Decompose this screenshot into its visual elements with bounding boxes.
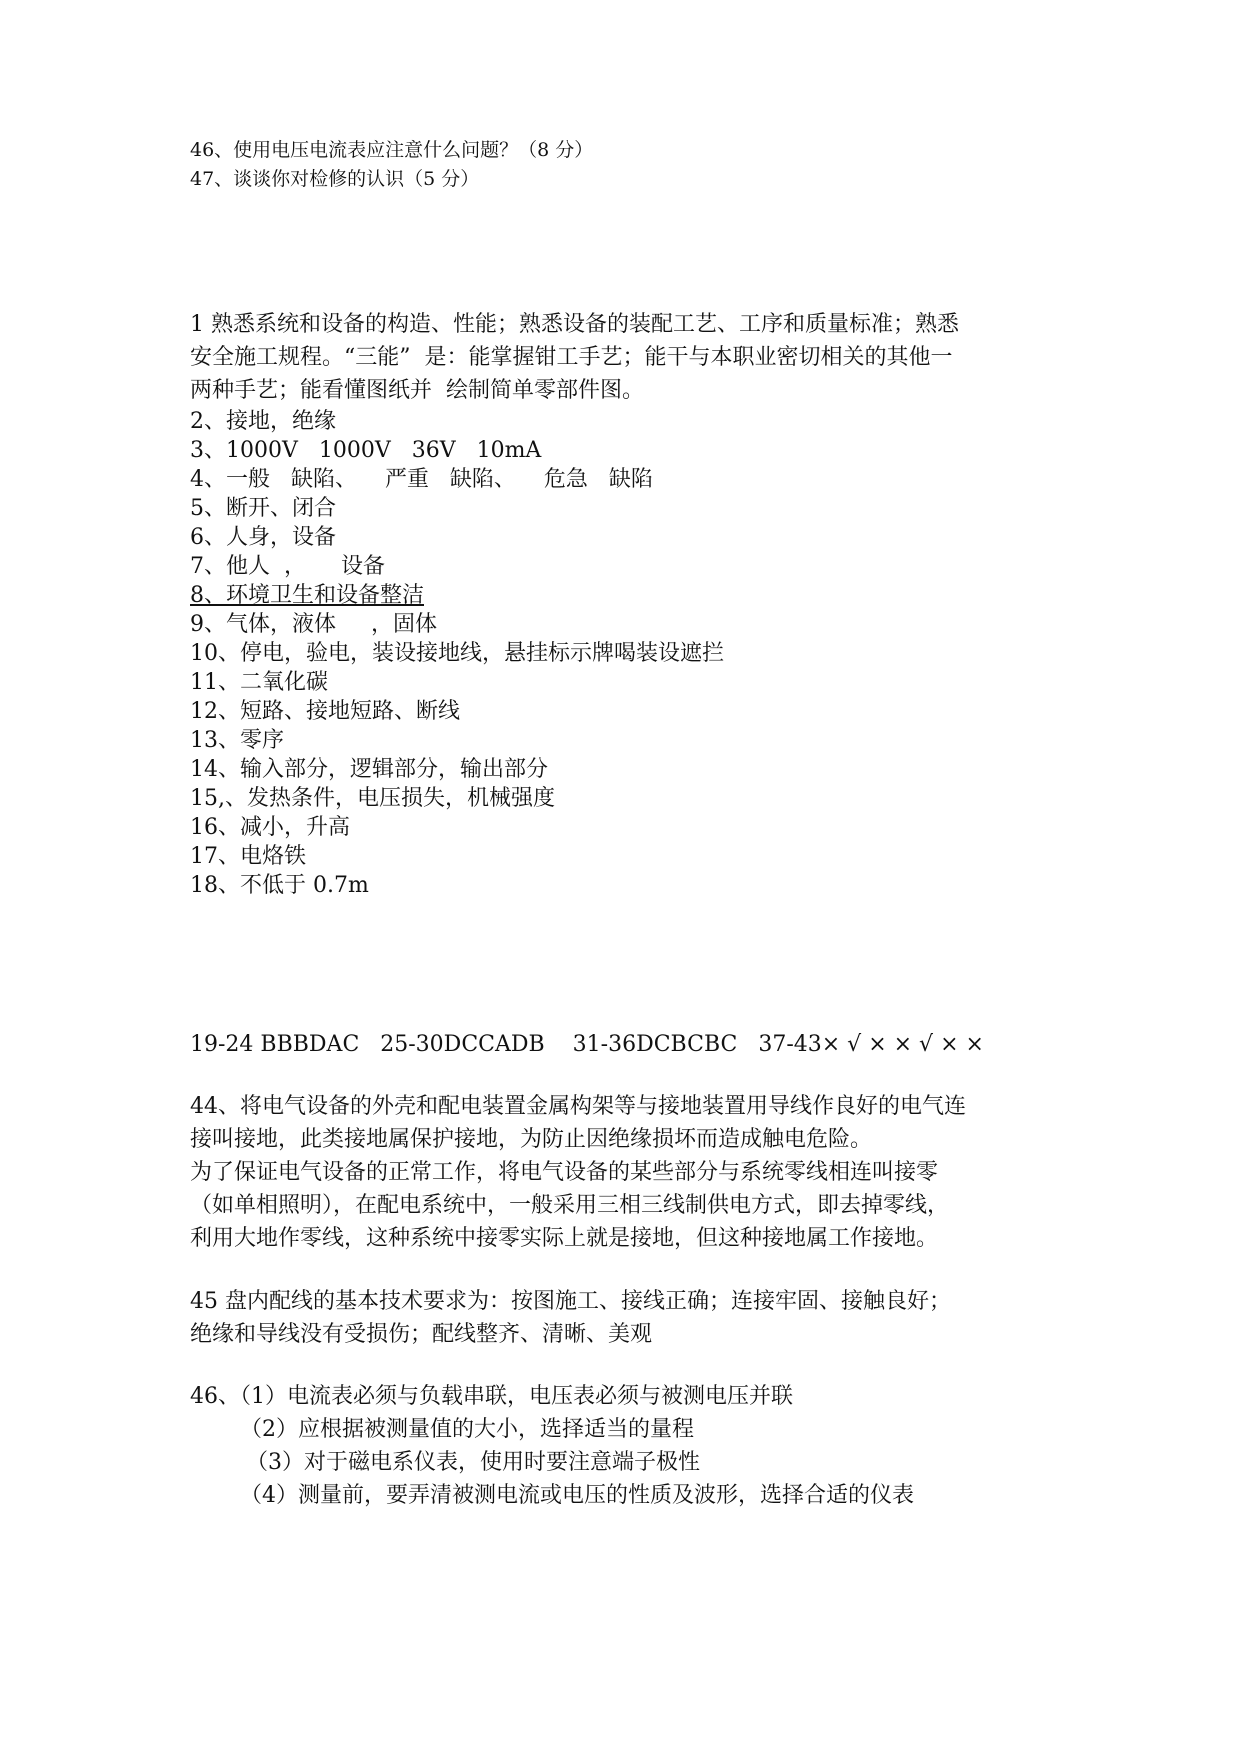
question-46: 46、使用电压电流表应注意什么问题？（8 分） [190, 139, 594, 161]
answer-item: 13、零序 [190, 728, 284, 753]
answer-46-line: 46、（1）电流表必须与负载串联，电压表必须与被测电压并联 [190, 1384, 793, 1409]
answer-item: 10、停电，验电，装设接地线，悬挂标示牌喝装设遮拦 [190, 641, 724, 666]
answer-item: 14、输入部分，逻辑部分，输出部分 [190, 757, 548, 782]
answer-item: 16、减小，升高 [190, 815, 350, 840]
answer-item: 6、人身，设备 [190, 525, 336, 550]
choice-answers-line: 19-24 BBBDAC 25-30DCCADB 31-36DCBCBC 37-43× √ × × √ × × [190, 1032, 984, 1057]
answer-item: 2、接地，绝缘 [190, 409, 336, 434]
answer-item: 17、电烙铁 [190, 844, 306, 869]
answer-44 [190, 1090, 1070, 1255]
answer-item: 9、气体，液体 ，固体 [190, 612, 437, 637]
answer-46-line: （4）测量前，要弄清被测电流或电压的性质及波形，选择合适的仪表 [240, 1483, 914, 1508]
answer-item: 15,、发热条件，电压损失，机械强度 [190, 786, 555, 811]
answer-46-line: （2）应根据被测量值的大小，选择适当的量程 [240, 1417, 694, 1442]
answer-1-line: 安全施工规程。“三能” 是：能掌握钳工手艺；能干与本职业密切相关的其他一 [190, 345, 953, 370]
answer-item: 4、一般 缺陷、 严重 缺陷、 危急 缺陷 [190, 467, 653, 492]
answer-list [190, 407, 1070, 900]
answer-item: 8、环境卫生和设备整洁 [190, 583, 424, 608]
answer-item: 12、短路、接地短路、断线 [190, 699, 460, 724]
answer-item: 7、他人 ， 设备 [190, 554, 385, 579]
answer-1 [190, 308, 1070, 407]
answer-44-line: 为了保证电气设备的正常工作，将电气设备的某些部分与系统零线相连叫接零 [190, 1160, 939, 1185]
answer-1-line: 两种手艺；能看懂图纸并 绘制简单零部件图。 [190, 378, 644, 403]
answer-44-line: 接叫接地，此类接地属保护接地，为防止因绝缘损坏而造成触电危险。 [190, 1127, 873, 1152]
answer-44-line: （如单相照明），在配电系统中，一般采用三相三线制供电方式，即去掉零线， [190, 1193, 950, 1218]
answer-item: 3、1000V 1000V 36V 10mA [190, 438, 542, 463]
answer-45 [190, 1285, 1070, 1351]
answer-46 [190, 1380, 1070, 1512]
answer-item: 18、不低于 0.7m [190, 873, 369, 898]
choice-answers [190, 1028, 1070, 1061]
answer-44-line: 44、将电气设备的外壳和配电装置金属构架等与接地装置用导线作良好的电气连 [190, 1094, 966, 1119]
answer-45-line: 45 盘内配线的基本技术要求为：按图施工、接线正确；连接牢固、接触良好； [190, 1289, 951, 1314]
answer-45-line: 绝缘和导线没有受损伤；配线整齐、清晰、美观 [190, 1322, 653, 1347]
answer-46-line: （3）对于磁电系仪表，使用时要注意端子极性 [246, 1450, 700, 1475]
answer-44-line: 利用大地作零线，这种系统中接零实际上就是接地，但这种接地属工作接地。 [190, 1226, 939, 1251]
answer-item: 11、二氧化碳 [190, 670, 328, 695]
answer-item: 5、断开、闭合 [190, 496, 336, 521]
answer-1-line: 1 熟悉系统和设备的构造、性能；熟悉设备的装配工艺、工序和质量标准；熟悉 [190, 312, 959, 337]
question-47: 47、谈谈你对检修的认识（5 分） [190, 168, 480, 190]
